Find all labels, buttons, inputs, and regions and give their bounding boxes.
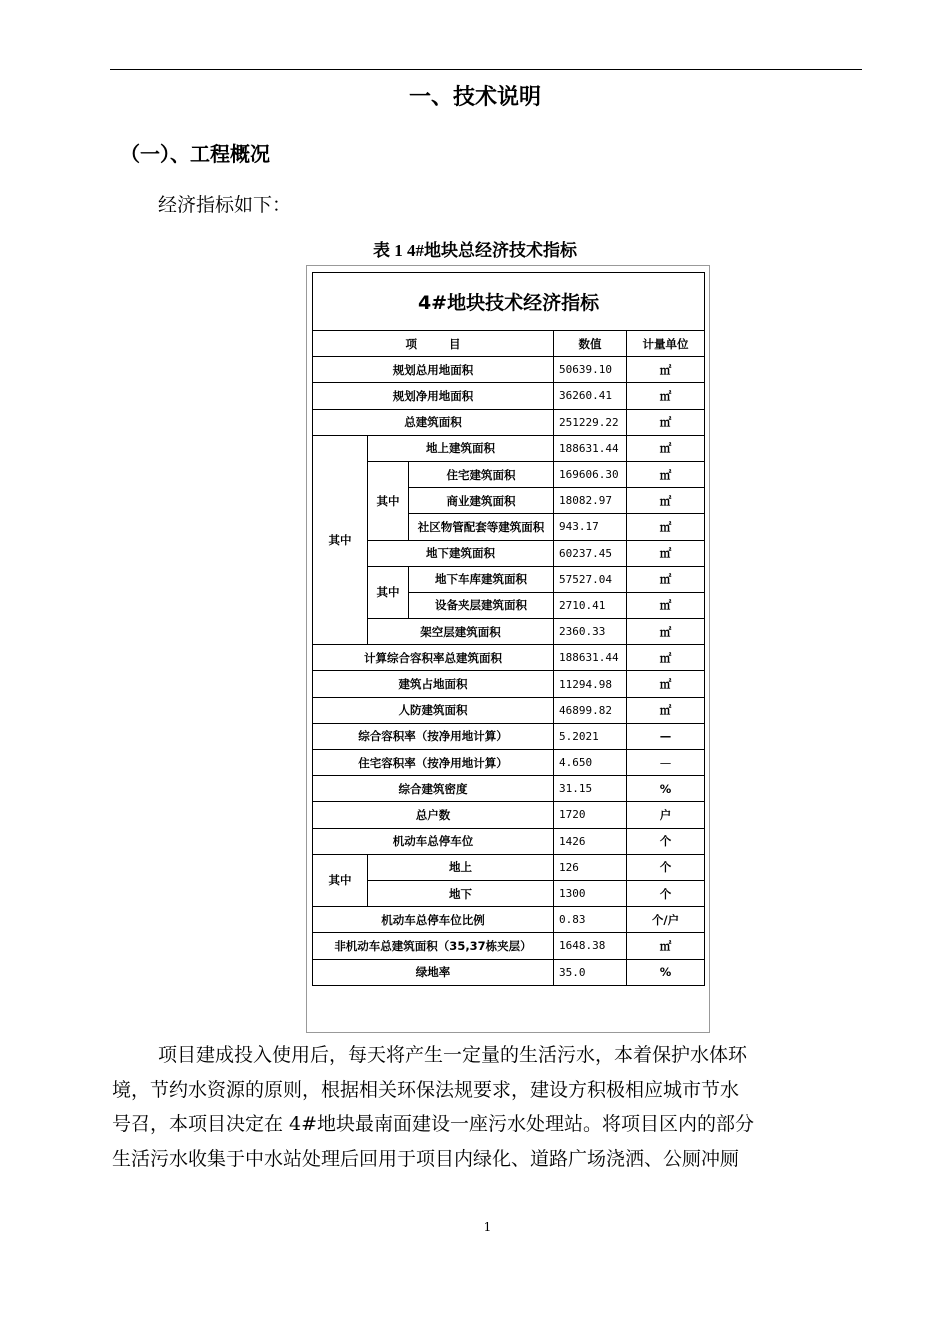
table-row <box>313 671 705 697</box>
row-value: 943.17 <box>554 514 627 540</box>
row-label: 住宅建筑面积 <box>409 461 554 487</box>
row-unit: ㎡ <box>627 383 705 409</box>
row-unit: — <box>627 723 705 749</box>
row-value: 46899.82 <box>554 697 627 723</box>
row-value: 60237.45 <box>554 540 627 566</box>
table-caption: 表 1 4#地块总经济技术指标 <box>373 241 577 260</box>
table-row <box>313 933 705 959</box>
body-paragraph <box>112 1038 860 1176</box>
row-unit: ㎡ <box>627 697 705 723</box>
row-unit: ㎡ <box>627 514 705 540</box>
table-row <box>313 409 705 435</box>
intro-text: 经济指标如下： <box>158 194 292 216</box>
table-row <box>313 540 705 566</box>
row-value: 169606.30 <box>554 461 627 487</box>
row-value: 188631.44 <box>554 435 627 461</box>
row-label: 规划总用地面积 <box>313 357 554 383</box>
row-label: 非机动车总建筑面积（35,37栋夹层） <box>313 933 554 959</box>
row-unit: ㎡ <box>627 409 705 435</box>
page-number: 1 <box>483 1220 492 1234</box>
table-row <box>313 854 705 880</box>
row-value: 188631.44 <box>554 645 627 671</box>
row-value: 35.0 <box>554 959 627 985</box>
row-value: 1720 <box>554 802 627 828</box>
row-label: 综合容积率（按净用地计算） <box>313 723 554 749</box>
row-label: 绿地率 <box>313 959 554 985</box>
row-unit: ㎡ <box>627 461 705 487</box>
paragraph-line: 号召，本项目决定在 4#地块最南面建设一座污水处理站。将项目区内的部分 <box>112 1113 755 1135</box>
subsection-heading: （一）、工程概况 <box>120 142 270 166</box>
row-value: 1648.38 <box>554 933 627 959</box>
row-unit: ㎡ <box>627 671 705 697</box>
table-row <box>313 959 705 985</box>
row-unit: ㎡ <box>627 540 705 566</box>
row-label: 机动车总停车位 <box>313 828 554 854</box>
table-row <box>313 566 705 592</box>
row-value: 36260.41 <box>554 383 627 409</box>
table-row <box>313 461 705 487</box>
row-value: 50639.10 <box>554 357 627 383</box>
row-label: 架空层建筑面积 <box>368 619 554 645</box>
table-row <box>313 697 705 723</box>
table-row <box>313 802 705 828</box>
group-label-qizhong: 其中 <box>313 854 368 906</box>
row-unit: ㎡ <box>627 592 705 618</box>
column-header-item: 项 目 <box>313 331 554 357</box>
table-row <box>313 383 705 409</box>
table-row <box>313 723 705 749</box>
row-label: 商业建筑面积 <box>409 488 554 514</box>
row-value: 18082.97 <box>554 488 627 514</box>
row-label: 机动车总停车位比例 <box>313 907 554 933</box>
row-value: 11294.98 <box>554 671 627 697</box>
table-row <box>313 880 705 906</box>
row-label: 地下车库建筑面积 <box>409 566 554 592</box>
table-row <box>313 619 705 645</box>
row-label: 设备夹层建筑面积 <box>409 592 554 618</box>
row-value: 0.83 <box>554 907 627 933</box>
row-unit: ㎡ <box>627 435 705 461</box>
table-row <box>313 435 705 461</box>
row-label: 社区物管配套等建筑面积 <box>409 514 554 540</box>
column-header-value: 数值 <box>554 331 627 357</box>
row-value: 57527.04 <box>554 566 627 592</box>
row-unit: ㎡ <box>627 619 705 645</box>
row-unit: 个/户 <box>627 907 705 933</box>
section-heading: 一、技术说明 <box>408 84 541 110</box>
table-title: 4#地块技术经济指标 <box>313 273 705 331</box>
table-header-row <box>313 331 705 357</box>
row-label: 人防建筑面积 <box>313 697 554 723</box>
row-label: 总户数 <box>313 802 554 828</box>
row-label: 建筑占地面积 <box>313 671 554 697</box>
row-label: 住宅容积率（按净用地计算） <box>313 750 554 776</box>
row-label: 综合建筑密度 <box>313 776 554 802</box>
row-unit: ㎡ <box>627 645 705 671</box>
row-value: 1426 <box>554 828 627 854</box>
row-label: 地上 <box>368 854 554 880</box>
table-row <box>313 357 705 383</box>
row-value: 2710.41 <box>554 592 627 618</box>
row-unit: 个 <box>627 880 705 906</box>
row-unit: % <box>627 776 705 802</box>
table-row <box>313 776 705 802</box>
row-unit: ㎡ <box>627 357 705 383</box>
header-rule <box>110 69 862 70</box>
row-label: 计算综合容积率总建筑面积 <box>313 645 554 671</box>
row-unit: ㎡ <box>627 566 705 592</box>
row-unit: ㎡ <box>627 933 705 959</box>
column-header-unit: 计量单位 <box>627 331 705 357</box>
row-unit: % <box>627 959 705 985</box>
row-value: 4.650 <box>554 750 627 776</box>
row-value: 5.2021 <box>554 723 627 749</box>
row-value: 251229.22 <box>554 409 627 435</box>
subgroup-label-qizhong: 其中 <box>368 566 409 618</box>
table-row <box>313 828 705 854</box>
group-label-qizhong: 其中 <box>313 435 368 645</box>
paragraph-line: 生活污水收集于中水站处理后回用于项目内绿化、道路广场浇洒、公厕冲厕 <box>112 1147 740 1170</box>
table-row <box>313 907 705 933</box>
row-value: 31.15 <box>554 776 627 802</box>
row-unit: 个 <box>627 854 705 880</box>
row-unit: 户 <box>627 802 705 828</box>
economic-indicator-table <box>312 272 705 986</box>
row-label: 总建筑面积 <box>313 409 554 435</box>
row-label: 地下 <box>368 880 554 906</box>
row-value: 2360.33 <box>554 619 627 645</box>
row-unit: — <box>627 750 705 776</box>
paragraph-line: 境，节约水资源的原则，根据相关环保法规要求，建设方积极相应城市节水 <box>112 1078 740 1101</box>
table-row <box>313 750 705 776</box>
row-value: 1300 <box>554 880 627 906</box>
row-label: 规划净用地面积 <box>313 383 554 409</box>
row-value: 126 <box>554 854 627 880</box>
row-label: 地下建筑面积 <box>368 540 554 566</box>
paragraph-line: 项目建成投入使用后，每天将产生一定量的生活污水，本着保护水体环 <box>158 1044 748 1066</box>
subgroup-label-qizhong: 其中 <box>368 461 409 540</box>
table-row <box>313 645 705 671</box>
row-label: 地上建筑面积 <box>368 435 554 461</box>
row-unit: 个 <box>627 828 705 854</box>
row-unit: ㎡ <box>627 488 705 514</box>
